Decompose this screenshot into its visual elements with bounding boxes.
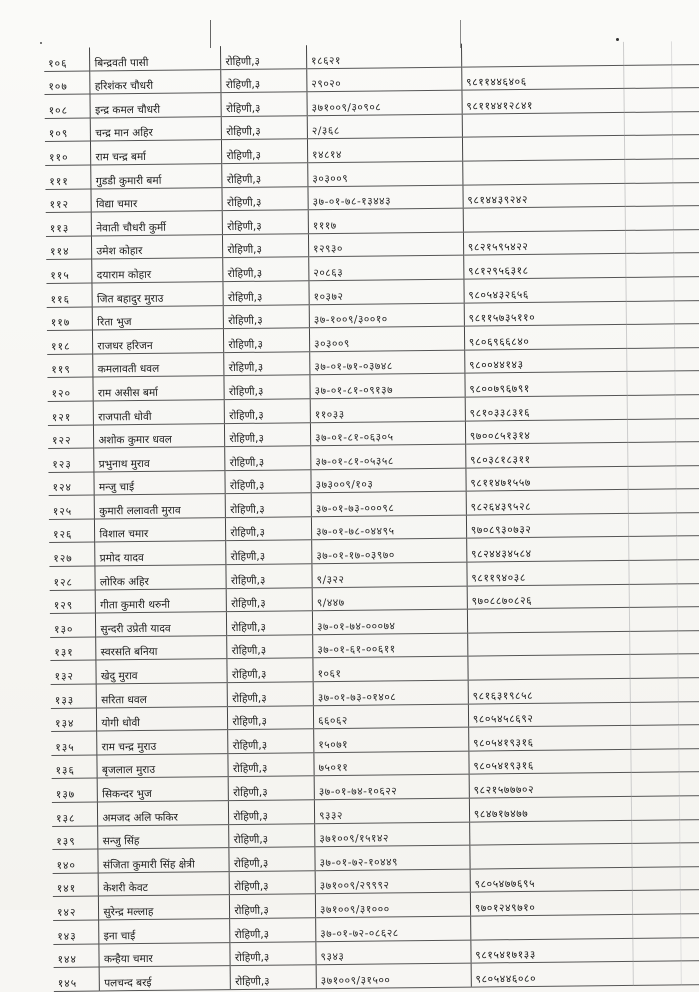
phone-number-cell: ९८१५४१७१३३ — [471, 938, 633, 963]
citizenship-number-cell: ३७-०१-७३-०००९८ — [311, 491, 466, 516]
citizenship-number-cell: ३०३००९ — [308, 161, 463, 186]
phone-number-cell: ९८१०३३८३१६ — [465, 395, 627, 420]
address-cell: रोहिणी,३ — [228, 682, 314, 706]
address-cell: रोहिणी,३ — [225, 446, 311, 470]
phone-number-cell — [462, 112, 624, 137]
phone-number-cell — [463, 207, 625, 232]
name-cell: सन्जु सिंह — [98, 824, 229, 849]
phone-number-cell: ९८२४४३४५८४ — [466, 537, 628, 562]
citizenship-number-cell: १०३७२ — [309, 279, 464, 304]
blank-margin-cell — [678, 678, 699, 702]
name-cell: सरिता धवल — [97, 683, 228, 708]
blank-column-cell — [631, 796, 679, 820]
phone-number-cell: ९८११४४१२८४१ — [462, 89, 624, 114]
address-cell: रोहिणी,३ — [222, 163, 308, 187]
blank-margin-cell — [673, 206, 699, 230]
name-cell: अमजद अलि फकिर — [98, 801, 229, 826]
address-cell: रोहिणी,३ — [223, 233, 309, 257]
blank-margin-cell — [672, 88, 699, 112]
address-cell: रोहिणी,३ — [229, 823, 315, 847]
blank-column-cell — [629, 536, 677, 560]
address-cell: रोहिणी,३ — [229, 800, 315, 824]
serial-number-cell: १४० — [52, 849, 98, 873]
citizenship-number-cell: ६६०६२ — [313, 704, 468, 729]
phone-number-cell: ९७००८५१३१४ — [465, 419, 627, 444]
serial-number-cell: १३१ — [50, 637, 96, 661]
citizenship-number-cell: ३७-०१-८१-०६३०५ — [310, 421, 465, 446]
address-cell: रोहिणी,३ — [224, 375, 310, 399]
citizenship-number-cell: ३७-०१-८१-०९१३७ — [310, 373, 465, 398]
name-cell: बिन्द्रवती पासी — [90, 46, 221, 70]
serial-number-cell: १३० — [50, 613, 96, 637]
serial-number-cell: १३२ — [50, 660, 96, 684]
name-cell: प्रमोद यादव — [95, 541, 226, 566]
address-cell: रोहिणी,३ — [231, 965, 317, 989]
name-cell: राजधर हरिजन — [93, 329, 224, 354]
name-cell: सुन्दरी उप्रेती यादव — [96, 612, 227, 637]
blank-margin-cell — [673, 253, 699, 277]
name-cell: लोरिक अहिर — [95, 565, 226, 590]
address-cell: रोहिणी,३ — [230, 870, 316, 894]
blank-column-cell — [626, 300, 674, 324]
citizenship-number-cell: २९०२० — [307, 67, 462, 92]
blank-column-cell — [629, 584, 677, 608]
register-rows — [44, 41, 699, 991]
blank-column-cell — [629, 560, 677, 584]
phone-number-cell: ९८०५४३२६५६ — [464, 277, 626, 302]
blank-margin-cell — [674, 277, 699, 301]
name-cell: पलचन्द बरई — [100, 966, 231, 991]
phone-number-cell: ९८११४४६४०६ — [461, 65, 623, 90]
name-cell: इन्द्र कमल चौधरी — [90, 93, 221, 118]
blank-margin-cell — [679, 843, 699, 867]
address-cell: रोहिणी,३ — [225, 469, 311, 493]
phone-number-cell: ९८०५४१९३१६ — [468, 726, 630, 751]
name-cell: संजिता कुमारी सिंह क्षेत्री — [98, 848, 229, 873]
address-cell: रोहिणी,३ — [228, 753, 314, 777]
citizenship-number-cell: ३७-०१-७४-१०६२२ — [314, 774, 469, 799]
citizenship-number-cell: १४८१४ — [307, 138, 462, 163]
phone-number-cell: ९८४७१७४७७ — [469, 796, 631, 821]
address-cell: रोहिणी,३ — [226, 517, 312, 541]
name-cell: विशाल चमार — [95, 517, 226, 542]
citizenship-number-cell: २०८६३ — [309, 255, 464, 280]
phone-number-cell — [462, 136, 624, 161]
address-cell: रोहिणी,३ — [225, 422, 311, 446]
phone-number-cell: ९७०८८७०८२६ — [467, 584, 629, 609]
citizenship-number-cell: ७५०११ — [314, 751, 469, 776]
phone-number-cell — [467, 631, 629, 656]
address-cell: रोहिणी,३ — [221, 68, 307, 92]
address-cell: रोहिणी,३ — [221, 45, 307, 69]
citizenship-number-cell: १२९३० — [308, 232, 463, 257]
serial-number-cell: ११९ — [47, 354, 93, 378]
citizenship-number-cell: ३७१००९/१५१४२ — [315, 822, 470, 847]
blank-column-cell — [629, 607, 677, 631]
blank-column-cell — [633, 937, 681, 961]
phone-number-cell: ९८००४४१४३ — [464, 348, 626, 373]
blank-margin-cell — [680, 914, 699, 938]
blank-margin-cell — [672, 135, 699, 159]
citizenship-number-cell: ३७-०१-७२-०८६२८ — [316, 916, 471, 941]
name-cell: खेदु मुराव — [96, 659, 227, 684]
serial-number-cell: १४२ — [53, 896, 99, 920]
blank-column-cell — [628, 489, 676, 513]
phone-number-cell: ९८१४४३९२४२ — [463, 183, 625, 208]
phone-number-cell — [468, 655, 630, 680]
address-cell: रोहिणी,३ — [222, 116, 308, 140]
blank-margin-cell — [676, 489, 699, 513]
address-cell: रोहिणी,३ — [227, 611, 313, 635]
citizenship-number-cell: १०६१ — [313, 657, 468, 682]
serial-number-cell: १४१ — [53, 873, 99, 897]
ink-dot — [616, 38, 619, 41]
phone-number-cell: ९८००७९६७९१ — [465, 372, 627, 397]
citizenship-number-cell: ९३३२ — [314, 798, 469, 823]
address-cell: रोहिणी,३ — [230, 894, 316, 918]
address-cell: रोहिणी,३ — [226, 540, 312, 564]
serial-number-cell: ११६ — [46, 283, 92, 307]
blank-column-cell — [624, 88, 672, 112]
blank-margin-cell — [677, 583, 699, 607]
citizenship-number-cell: ३७-०१-७३-०१४०८ — [313, 680, 468, 705]
name-cell: मन्जु चाई — [94, 470, 225, 495]
serial-number-cell: १११ — [45, 165, 91, 189]
citizenship-number-cell: ३७३००९/१०३ — [311, 468, 466, 493]
serial-number-cell: १३६ — [51, 755, 97, 779]
name-cell: नेवाती चौधरी कुर्मी — [92, 211, 223, 236]
phone-number-cell: ९८०५४४६०८० — [471, 962, 633, 987]
blank-margin-cell — [680, 866, 699, 890]
address-cell: रोहिणी,३ — [227, 635, 313, 659]
phone-number-cell: ९८२१५९५४२२ — [463, 230, 625, 255]
serial-number-cell: १४४ — [53, 944, 99, 968]
blank-column-cell — [631, 749, 679, 773]
blank-margin-cell — [679, 819, 699, 843]
name-cell: अशोक कुमार धवल — [94, 423, 225, 448]
phone-number-cell: ९८०६९६६८४० — [464, 325, 626, 350]
blank-column-cell — [623, 41, 671, 65]
name-cell: दयाराम कोहार — [92, 258, 223, 283]
blank-margin-cell — [677, 607, 699, 631]
address-cell: रोहिणी,३ — [230, 941, 316, 965]
name-cell: चन्द्र मान अहिर — [91, 116, 222, 141]
serial-number-cell: १२० — [47, 377, 93, 401]
blank-column-cell — [625, 159, 673, 183]
name-cell: जित बहादुर मुराउ — [92, 282, 223, 307]
address-cell: रोहिणी,३ — [221, 92, 307, 116]
phone-number-cell — [467, 608, 629, 633]
blank-margin-cell — [675, 418, 699, 442]
name-cell: बृजलाल मुराउ — [97, 753, 228, 778]
name-cell: हरिशंकर चौधरी — [90, 69, 221, 94]
blank-column-cell — [627, 418, 675, 442]
citizenship-number-cell: ९३४३ — [316, 940, 471, 965]
address-cell: रोहिणी,३ — [229, 847, 315, 871]
blank-column-cell — [628, 513, 676, 537]
blank-column-cell — [632, 914, 680, 938]
blank-margin-cell — [676, 465, 699, 489]
serial-number-cell: १०८ — [44, 94, 90, 118]
serial-number-cell: १०९ — [45, 118, 91, 142]
phone-number-cell: ९८११४७१५५७ — [466, 466, 628, 491]
serial-number-cell: ११८ — [47, 330, 93, 354]
phone-number-cell — [462, 159, 624, 184]
blank-margin-cell — [674, 300, 699, 324]
serial-number-cell: १०७ — [44, 71, 90, 95]
serial-number-cell: १४३ — [53, 920, 99, 944]
phone-number-cell: ९८०३८१८३११ — [465, 443, 627, 468]
citizenship-number-cell: ९/४४७ — [312, 586, 467, 611]
address-cell: रोहिणी,३ — [228, 729, 314, 753]
name-cell: राजपाती धोवी — [94, 400, 225, 425]
citizenship-number-cell: ३७१००९/२९९९२ — [315, 869, 470, 894]
blank-margin-cell — [673, 182, 699, 206]
serial-number-cell: १२५ — [49, 495, 95, 519]
blank-margin-cell — [680, 890, 699, 914]
blank-column-cell — [625, 206, 673, 230]
blank-margin-cell — [674, 347, 699, 371]
address-cell: रोहिणी,३ — [226, 493, 312, 517]
address-cell: रोहिणी,३ — [224, 328, 310, 352]
name-cell: केशरी केवट — [99, 871, 230, 896]
citizenship-number-cell: ३७१००९/३०९०८ — [307, 90, 462, 115]
name-cell: गुडडी कुमारी बर्मा — [91, 164, 222, 189]
blank-margin-cell — [676, 512, 699, 536]
blank-margin-cell — [675, 371, 699, 395]
citizenship-number-cell: ३७-०१-७२-१०४४९ — [315, 845, 470, 870]
address-cell: रोहिणी,३ — [223, 257, 309, 281]
blank-margin-cell — [678, 725, 699, 749]
column-rule — [210, 20, 211, 48]
serial-number-cell: ११४ — [46, 236, 92, 260]
blank-column-cell — [624, 112, 672, 136]
blank-column-cell — [626, 253, 674, 277]
name-cell: प्रभुनाथ मुराव — [94, 447, 225, 472]
name-cell: राम असीस बर्मा — [93, 376, 224, 401]
blank-column-cell — [632, 890, 680, 914]
address-cell: रोहिणी,३ — [223, 281, 309, 305]
blank-column-cell — [633, 961, 681, 985]
citizenship-number-cell: ३०३००९ — [309, 326, 464, 351]
name-cell: गीता कुमारी थरुनी — [96, 588, 227, 613]
phone-number-cell — [470, 844, 632, 869]
address-cell: रोहिणी,३ — [226, 564, 312, 588]
name-cell: इना चाई — [99, 919, 230, 944]
blank-margin-cell — [677, 630, 699, 654]
address-cell: रोहिणी,३ — [222, 186, 308, 210]
blank-margin-cell — [675, 395, 699, 419]
address-cell: रोहिणी,३ — [227, 587, 313, 611]
citizenship-number-cell: ३७-०१-१७-०३९७० — [312, 539, 467, 564]
phone-number-cell: ९७०८९३०७३२ — [466, 513, 628, 538]
serial-number-cell: ११० — [45, 141, 91, 165]
blank-column-cell — [627, 395, 675, 419]
citizenship-number-cell: ३७-०१-६१-००६११ — [313, 633, 468, 658]
phone-number-cell: ९८०५४१९३१६ — [469, 749, 631, 774]
address-cell: रोहिणी,३ — [222, 139, 308, 163]
blank-column-cell — [628, 466, 676, 490]
blank-column-cell — [631, 819, 679, 843]
phone-number-cell: ९८२१५७७७०२ — [469, 773, 631, 798]
blank-margin-cell — [681, 961, 699, 985]
phone-number-cell — [461, 42, 623, 67]
blank-margin-cell — [675, 442, 699, 466]
blank-column-cell — [627, 371, 675, 395]
phone-number-cell: ९८१२९५६३१८ — [463, 254, 625, 279]
blank-margin-cell — [676, 536, 699, 560]
address-cell: रोहिणी,३ — [223, 210, 309, 234]
serial-number-cell: १३९ — [52, 826, 98, 850]
blank-column-cell — [625, 230, 673, 254]
blank-column-cell — [630, 678, 678, 702]
address-cell: रोहिणी,३ — [225, 399, 311, 423]
serial-number-cell: १२८ — [49, 566, 95, 590]
citizenship-number-cell: ३७१००९/३१५०० — [316, 963, 471, 988]
blank-column-cell — [624, 65, 672, 89]
address-cell: रोहिणी,३ — [230, 918, 316, 942]
blank-column-cell — [626, 277, 674, 301]
blank-margin-cell — [671, 41, 699, 64]
ink-mark — [40, 42, 42, 44]
name-cell: कुमारी ललावती मुराव — [95, 494, 226, 519]
blank-margin-cell — [671, 64, 699, 88]
name-cell: कन्हैया चमार — [99, 942, 230, 967]
phone-number-cell: ९७०१२४९७१० — [470, 891, 632, 916]
blank-margin-cell — [680, 937, 699, 961]
serial-number-cell: १२२ — [48, 424, 94, 448]
citizenship-number-cell: ३७-०१-७८-०४४९५ — [311, 515, 466, 540]
blank-column-cell — [630, 631, 678, 655]
phone-number-cell: ९८११५७३५११० — [464, 301, 626, 326]
blank-column-cell — [630, 702, 678, 726]
blank-margin-cell — [674, 324, 699, 348]
serial-number-cell: ११५ — [46, 259, 92, 283]
serial-number-cell: १२७ — [49, 542, 95, 566]
address-cell: रोहिणी,३ — [228, 705, 314, 729]
blank-column-cell — [630, 654, 678, 678]
serial-number-cell: १३३ — [51, 684, 97, 708]
name-cell: स्वरसति बनिया — [96, 635, 227, 660]
blank-column-cell — [626, 324, 674, 348]
blank-column-cell — [632, 867, 680, 891]
citizenship-number-cell: ३७-०१-८१-०५३५८ — [311, 444, 466, 469]
serial-number-cell: १०६ — [44, 48, 90, 72]
serial-number-cell: ११२ — [45, 189, 91, 213]
serial-number-cell: ११७ — [47, 307, 93, 331]
serial-number-cell: १३८ — [52, 802, 98, 826]
name-cell: राम चन्द्र बर्मा — [91, 140, 222, 165]
citizenship-number-cell: १८६२१ — [306, 44, 461, 69]
citizenship-number-cell: ३७-१००९/३००१० — [309, 303, 464, 328]
blank-margin-cell — [673, 229, 699, 253]
name-cell: कमलावती धवल — [93, 352, 224, 377]
citizenship-number-cell: ३७-०१-७१-०३७४८ — [310, 350, 465, 375]
name-cell: सुरेन्द्र मल्लाह — [99, 895, 230, 920]
serial-number-cell: १३४ — [51, 708, 97, 732]
address-cell: रोहिणी,३ — [227, 658, 313, 682]
serial-number-cell: १३७ — [52, 778, 98, 802]
name-cell: योगी धोवी — [97, 706, 228, 731]
phone-number-cell: ९८११९४०३८ — [467, 560, 629, 585]
citizenship-number-cell: ११०३३ — [310, 397, 465, 422]
citizenship-number-cell: २/३६८ — [307, 114, 462, 139]
phone-number-cell: ९८०५४७७६९५ — [470, 867, 632, 892]
blank-margin-cell — [679, 796, 699, 820]
serial-number-cell: १३५ — [51, 731, 97, 755]
name-cell: सिकन्दर भुज — [98, 777, 229, 802]
blank-margin-cell — [672, 159, 699, 183]
citizenship-number-cell: ३७१००९/३१००० — [315, 892, 470, 917]
phone-number-cell: ९८२६४३९५२८ — [466, 490, 628, 515]
blank-column-cell — [631, 725, 679, 749]
citizenship-number-cell: ३७-०१-७४-०००७४ — [312, 609, 467, 634]
citizenship-number-cell: १५०७१ — [314, 727, 469, 752]
blank-margin-cell — [672, 111, 699, 135]
address-cell: रोहिणी,३ — [224, 304, 310, 328]
blank-column-cell — [631, 772, 679, 796]
name-cell: रिता भुज — [93, 305, 224, 330]
register-table — [44, 41, 699, 992]
phone-number-cell — [470, 914, 632, 939]
serial-number-cell: १२३ — [48, 448, 94, 472]
citizenship-number-cell: ९/३२२ — [312, 562, 467, 587]
blank-column-cell — [632, 843, 680, 867]
blank-margin-cell — [676, 560, 699, 584]
address-cell: रोहिणी,३ — [224, 351, 310, 375]
phone-number-cell: ९८१६३१९८५८ — [468, 678, 630, 703]
name-cell: विद्या चमार — [91, 187, 222, 212]
citizenship-number-cell: ३७-०१-७८-१३४४३ — [308, 185, 463, 210]
serial-number-cell: १२९ — [50, 590, 96, 614]
serial-number-cell: १२६ — [49, 519, 95, 543]
blank-margin-cell — [678, 748, 699, 772]
serial-number-cell: ११३ — [46, 212, 92, 236]
phone-number-cell — [469, 820, 631, 845]
blank-margin-cell — [679, 772, 699, 796]
blank-column-cell — [625, 182, 673, 206]
blank-column-cell — [627, 348, 675, 372]
name-cell: उमेश कोहार — [92, 234, 223, 259]
name-cell: राम चन्द्र मुराउ — [97, 730, 228, 755]
serial-number-cell: १२४ — [48, 472, 94, 496]
blank-column-cell — [628, 442, 676, 466]
phone-number-cell: ९८०५४५८६९२ — [468, 702, 630, 727]
serial-number-cell: १४५ — [54, 967, 100, 991]
address-cell: रोहिणी,३ — [229, 776, 315, 800]
serial-number-cell: १२१ — [48, 401, 94, 425]
citizenship-number-cell: १११७ — [308, 208, 463, 233]
blank-column-cell — [624, 135, 672, 159]
blank-margin-cell — [677, 654, 699, 678]
blank-margin-cell — [678, 701, 699, 725]
